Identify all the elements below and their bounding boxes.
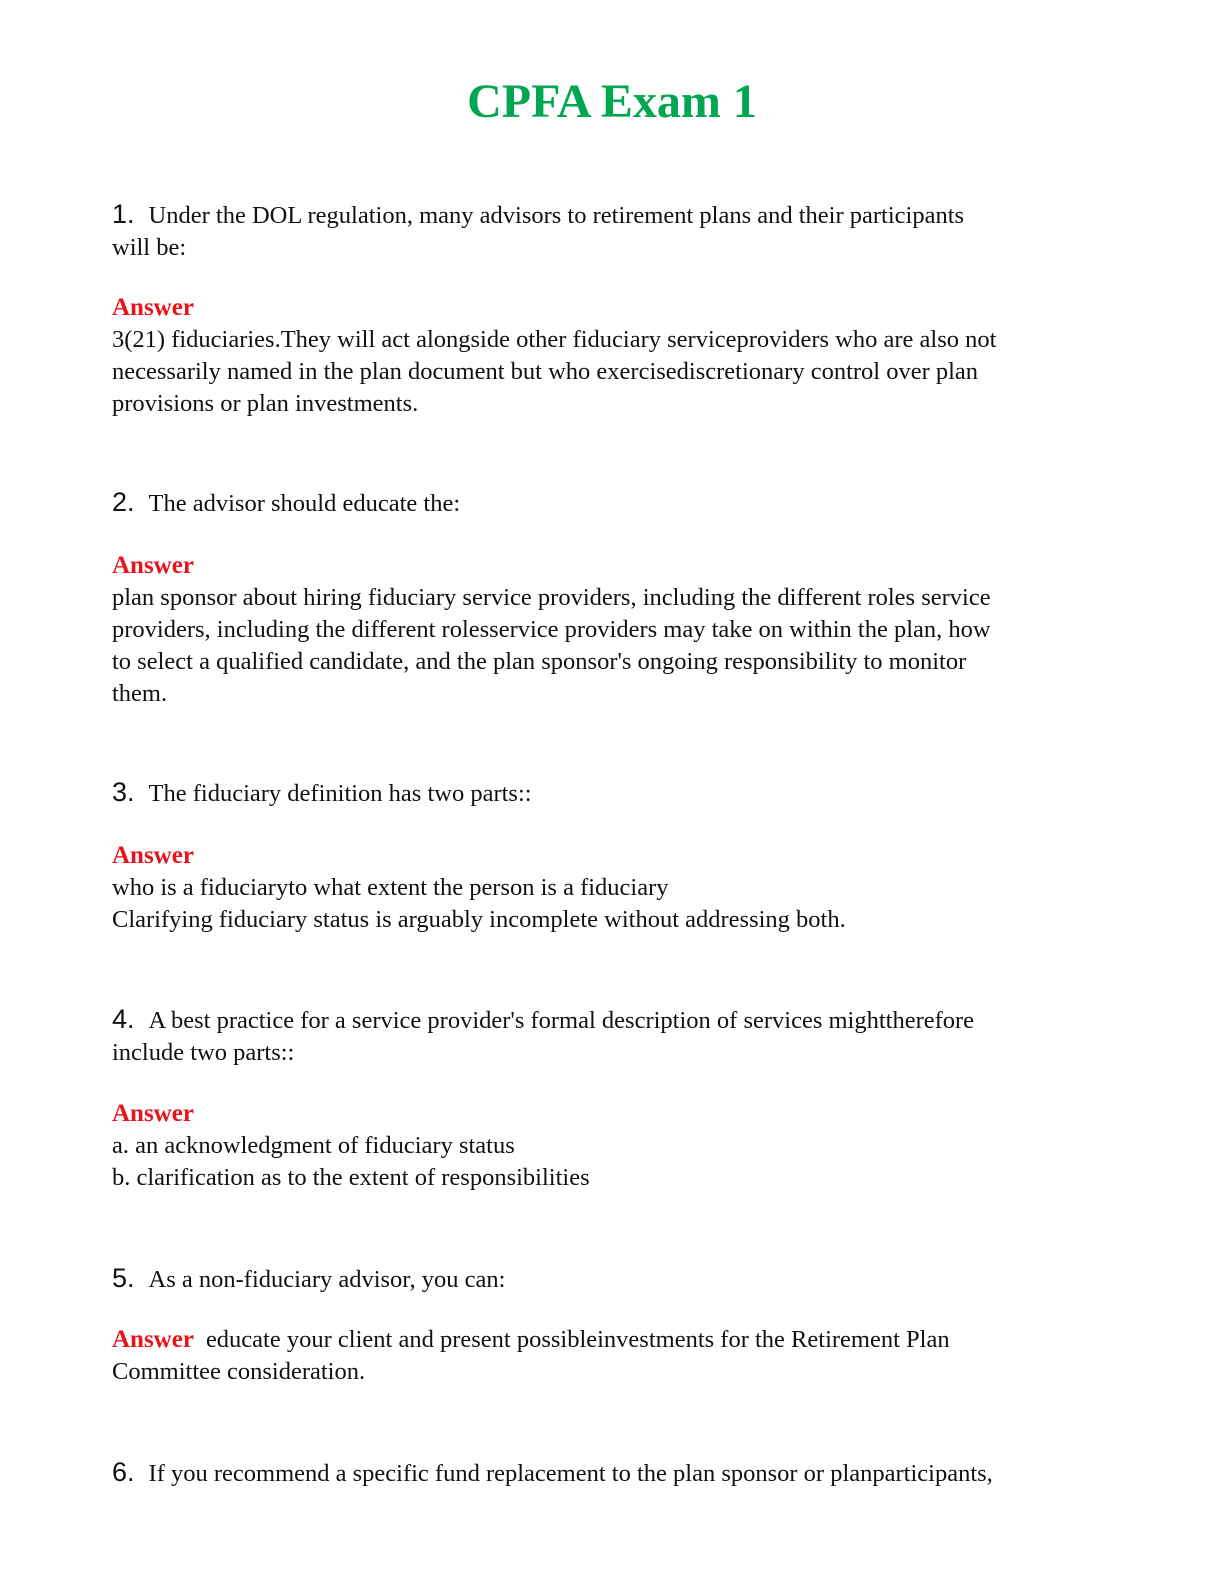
question-1 <box>112 198 1112 264</box>
answer-label: Answer <box>112 294 194 321</box>
answer-1 <box>112 292 1112 420</box>
answer-text-line: to select a qualified candidate, and the plan sponsor's ongoing responsibility to monitor <box>112 648 967 675</box>
document-title: CPFA Exam 1 <box>467 75 757 128</box>
question-text-line: 6. If you recommend a specific fund replacement to the plan sponsor or planparticipants, <box>112 1457 993 1487</box>
answer-text-line: b. clarification as to the extent of responsibilities <box>112 1164 590 1191</box>
answer-label: Answer <box>112 552 194 579</box>
question-number: 4. <box>112 1004 135 1034</box>
question-text-line: 3. The fiduciary definition has two parts:: <box>112 777 532 807</box>
answer-text-line: plan sponsor about hiring fiduciary service providers, including the different roles service <box>112 584 991 611</box>
answer-text-line: Answer educate your client and present possibleinvestments for the Retirement Plan <box>112 1326 950 1353</box>
question-4 <box>112 1003 1112 1069</box>
question-number: 3. <box>112 777 135 807</box>
answer-text-line: necessarily named in the plan document but who exercisediscretionary control over plan <box>112 358 979 385</box>
answer-4 <box>112 1098 1112 1194</box>
answer-text-line: provisions or plan investments. <box>112 390 419 417</box>
answer-2 <box>112 550 1112 710</box>
question-text-line: 4. A best practice for a service provider's formal description of services mighttherefore <box>112 1004 975 1034</box>
question-number: 6. <box>112 1457 135 1487</box>
answer-text-line: Clarifying fiduciary status is arguably incomplete without addressing both. <box>112 906 846 933</box>
answer-text-line: them. <box>112 680 168 707</box>
answer-text-line: who is a fiduciaryto what extent the person is a fiduciary <box>112 874 669 901</box>
question-text-line: 5. As a non-fiduciary advisor, you can: <box>112 1263 506 1293</box>
question-number: 5. <box>112 1263 135 1293</box>
answer-label: Answer <box>112 842 194 869</box>
answer-label: Answer <box>112 1100 194 1127</box>
answer-text-line: Committee consideration. <box>112 1358 366 1385</box>
answer-text-line: a. an acknowledgment of fiduciary status <box>112 1132 515 1159</box>
question-text-line: 2. The advisor should educate the: <box>112 487 461 517</box>
question-number: 2. <box>112 487 135 517</box>
answer-5 <box>112 1324 1112 1388</box>
answer-text-line: providers, including the different rolesservice providers may take on within the plan, how <box>112 616 991 643</box>
question-3 <box>112 776 1112 810</box>
question-text-line: will be: <box>112 234 187 261</box>
answer-3 <box>112 840 1112 936</box>
question-text-line: include two parts:: <box>112 1039 295 1066</box>
question-6 <box>112 1456 1112 1490</box>
question-5 <box>112 1262 1112 1296</box>
question-number: 1. <box>112 199 135 229</box>
question-text-line: 1. Under the DOL regulation, many advisors to retirement plans and their participants <box>112 199 965 229</box>
question-2 <box>112 486 1112 520</box>
answer-label: Answer <box>112 1326 194 1353</box>
answer-text-line: 3(21) fiduciaries.They will act alongside other fiduciary serviceproviders who are also not <box>112 326 997 353</box>
